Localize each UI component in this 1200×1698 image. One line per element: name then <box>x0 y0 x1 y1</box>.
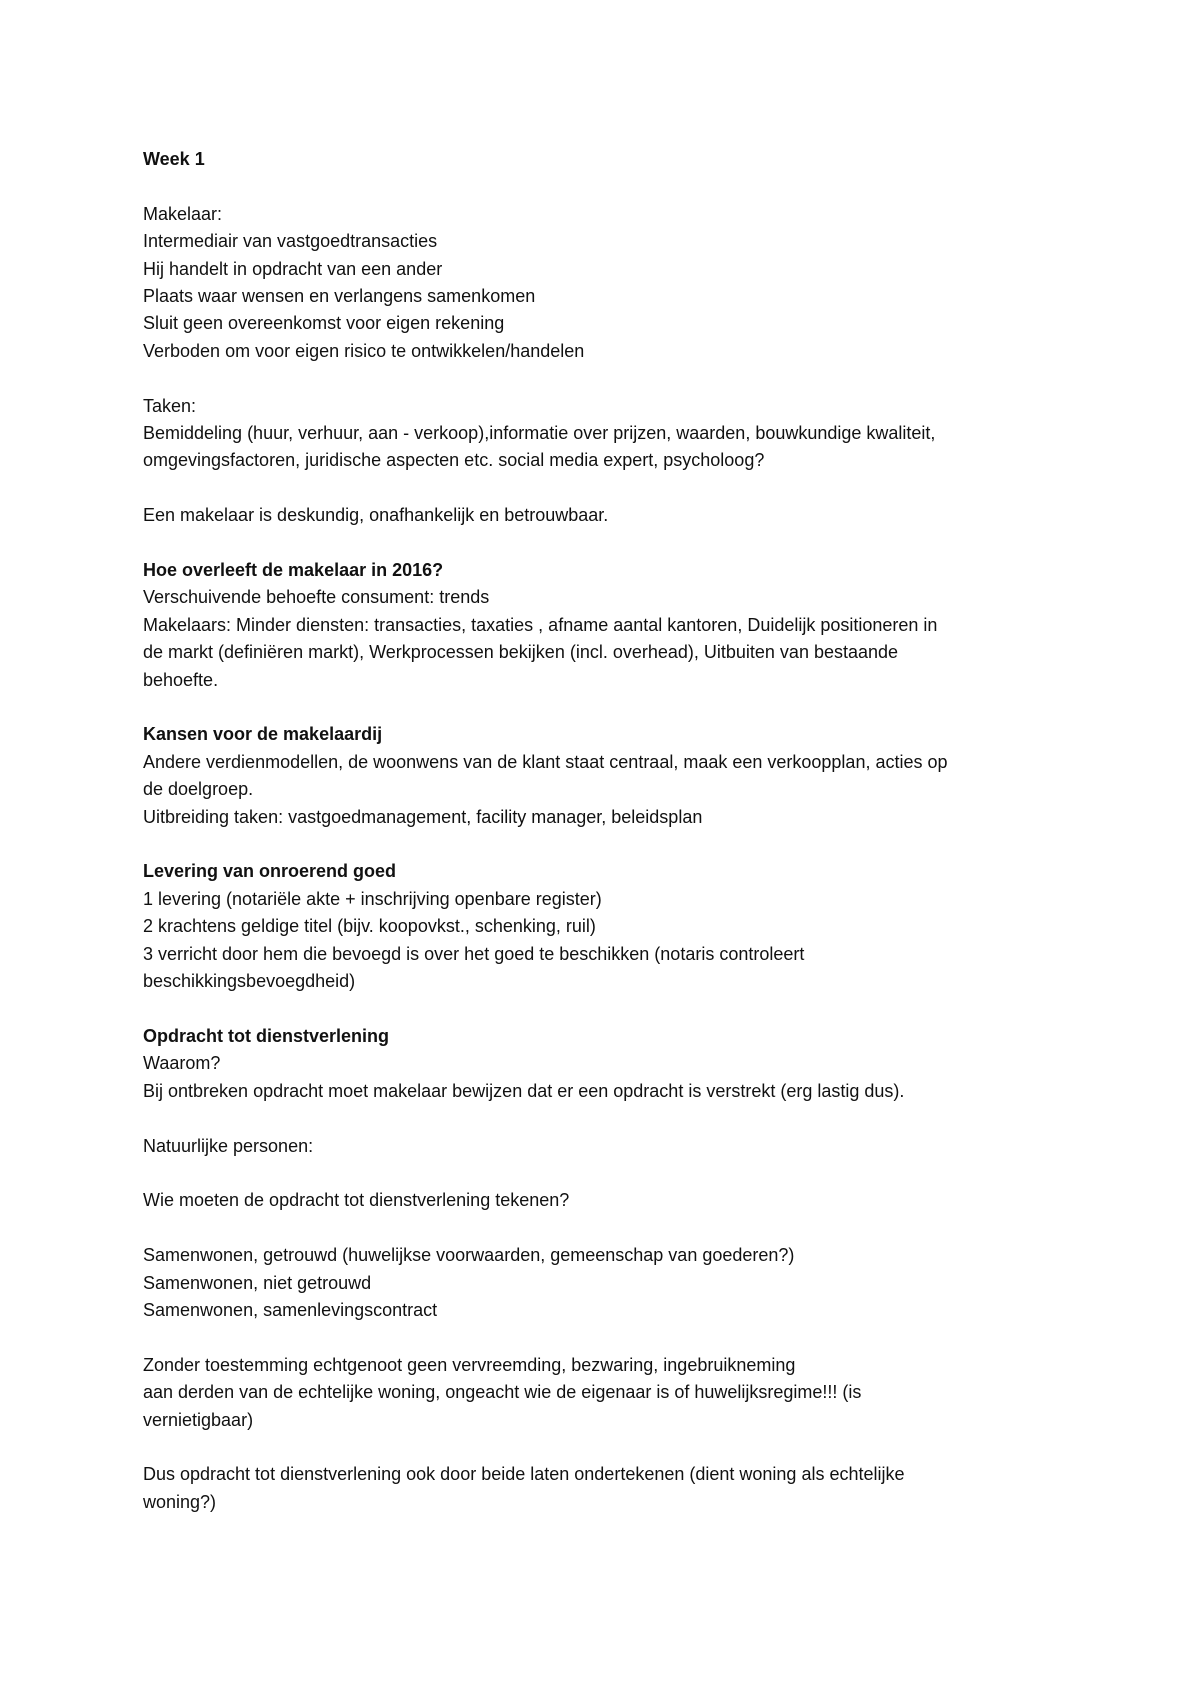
text-line: Sluit geen overeenkomst voor eigen rekening <box>143 313 505 334</box>
section-levering <box>143 858 1073 995</box>
section-kansen <box>143 721 1073 831</box>
text-line: Samenwonen, samenlevingscontract <box>143 1299 438 1320</box>
spacer <box>143 365 1073 392</box>
section-heading-levering: Levering van onroerend goed <box>143 861 397 882</box>
section-heading-kansen: Kansen voor de makelaardij <box>143 724 383 745</box>
text-line: Samenwonen, getrouwd (huwelijkse voorwaarden, gemeenschap van goederen?) <box>143 1245 795 1266</box>
section-heading-opdracht: Opdracht tot dienstverlening <box>143 1025 390 1046</box>
section-heading-taken: Taken: <box>143 395 197 416</box>
section-heading-makelaar: Makelaar: <box>143 203 223 224</box>
text-line: Waarom? <box>143 1053 221 1074</box>
spacer <box>143 694 1073 721</box>
spacer <box>143 1215 1073 1242</box>
text-line: Verboden om voor eigen risico te ontwikkelen/handelen <box>143 340 585 361</box>
text-line: Hij handelt in opdracht van een ander <box>143 258 443 279</box>
text-line: vernietigbaar) <box>143 1409 254 1430</box>
paragraph-deskundig: Een makelaar is deskundig, onafhankelijk en betrouwbaar. <box>143 505 609 526</box>
text-line: de markt (definiëren markt), Werkprocessen bekijken (incl. overhead), Uitbuiten van bestaande <box>143 642 899 663</box>
text-line: Plaats waar wensen en verlangens samenkomen <box>143 286 536 307</box>
text-line: omgevingsfactoren, juridische aspecten etc. social media expert, psycholoog? <box>143 450 765 471</box>
text-line: Andere verdienmodellen, de woonwens van de klant staat centraal, maak een verkoopplan, acties op <box>143 751 948 772</box>
spacer <box>143 1160 1073 1187</box>
text-line: woning?) <box>143 1491 217 1512</box>
spacer <box>143 1434 1073 1461</box>
section-heading-overleeft: Hoe overleeft de makelaar in 2016? <box>143 560 444 581</box>
spacer <box>143 1105 1073 1132</box>
text-line: Dus opdracht tot dienstverlening ook door beide laten ondertekenen (dient woning als echtelijke <box>143 1464 905 1485</box>
text-line: beschikkingsbevoegdheid) <box>143 971 356 992</box>
text-line: Samenwonen, niet getrouwd <box>143 1272 372 1293</box>
section-makelaar <box>143 201 1073 365</box>
text-line: 3 verricht door hem die bevoegd is over het goed te beschikken (notaris controleert <box>143 943 805 964</box>
section-dus-opdracht <box>143 1461 1073 1516</box>
section-overleeft <box>143 557 1073 694</box>
spacer <box>143 996 1073 1023</box>
paragraph-wie-tekenen: Wie moeten de opdracht tot dienstverlening tekenen? <box>143 1190 570 1211</box>
text-line: Makelaars: Minder diensten: transacties, taxaties , afname aantal kantoren, Duidelijk positioneren in <box>143 614 938 635</box>
spacer <box>143 475 1073 502</box>
text-line: Verschuivende behoefte consument: trends <box>143 587 490 608</box>
section-zonder-toestemming <box>143 1352 1073 1434</box>
spacer <box>143 173 1073 200</box>
section-samenwonen <box>143 1242 1073 1324</box>
text-line: de doelgroep. <box>143 779 254 800</box>
section-taken <box>143 393 1073 475</box>
text-line: Uitbreiding taken: vastgoedmanagement, facility manager, beleidsplan <box>143 806 703 827</box>
document-title: Week 1 <box>143 149 205 169</box>
text-line: Intermediair van vastgoedtransacties <box>143 231 438 252</box>
text-line: Bemiddeling (huur, verhuur, aan - verkoop),informatie over prijzen, waarden, bouwkundige kwaliteit, <box>143 423 936 444</box>
text-line: 2 krachtens geldige titel (bijv. koopovkst., schenking, ruil) <box>143 916 596 937</box>
text-line: 1 levering (notariële akte + inschrijving openbare register) <box>143 888 602 909</box>
text-line: aan derden van de echtelijke woning, ongeacht wie de eigenaar is of huwelijksregime!!! (is <box>143 1382 862 1403</box>
paragraph-natuurlijke-personen: Natuurlijke personen: <box>143 1135 314 1156</box>
section-opdracht <box>143 1023 1073 1105</box>
spacer <box>143 530 1073 557</box>
document-body <box>143 146 1073 1516</box>
spacer <box>143 1324 1073 1351</box>
spacer <box>143 831 1073 858</box>
text-line: Bij ontbreken opdracht moet makelaar bewijzen dat er een opdracht is verstrekt (erg lastig dus). <box>143 1080 905 1101</box>
text-line: Zonder toestemming echtgenoot geen vervreemding, bezwaring, ingebruikneming <box>143 1354 796 1375</box>
text-line: behoefte. <box>143 669 219 690</box>
